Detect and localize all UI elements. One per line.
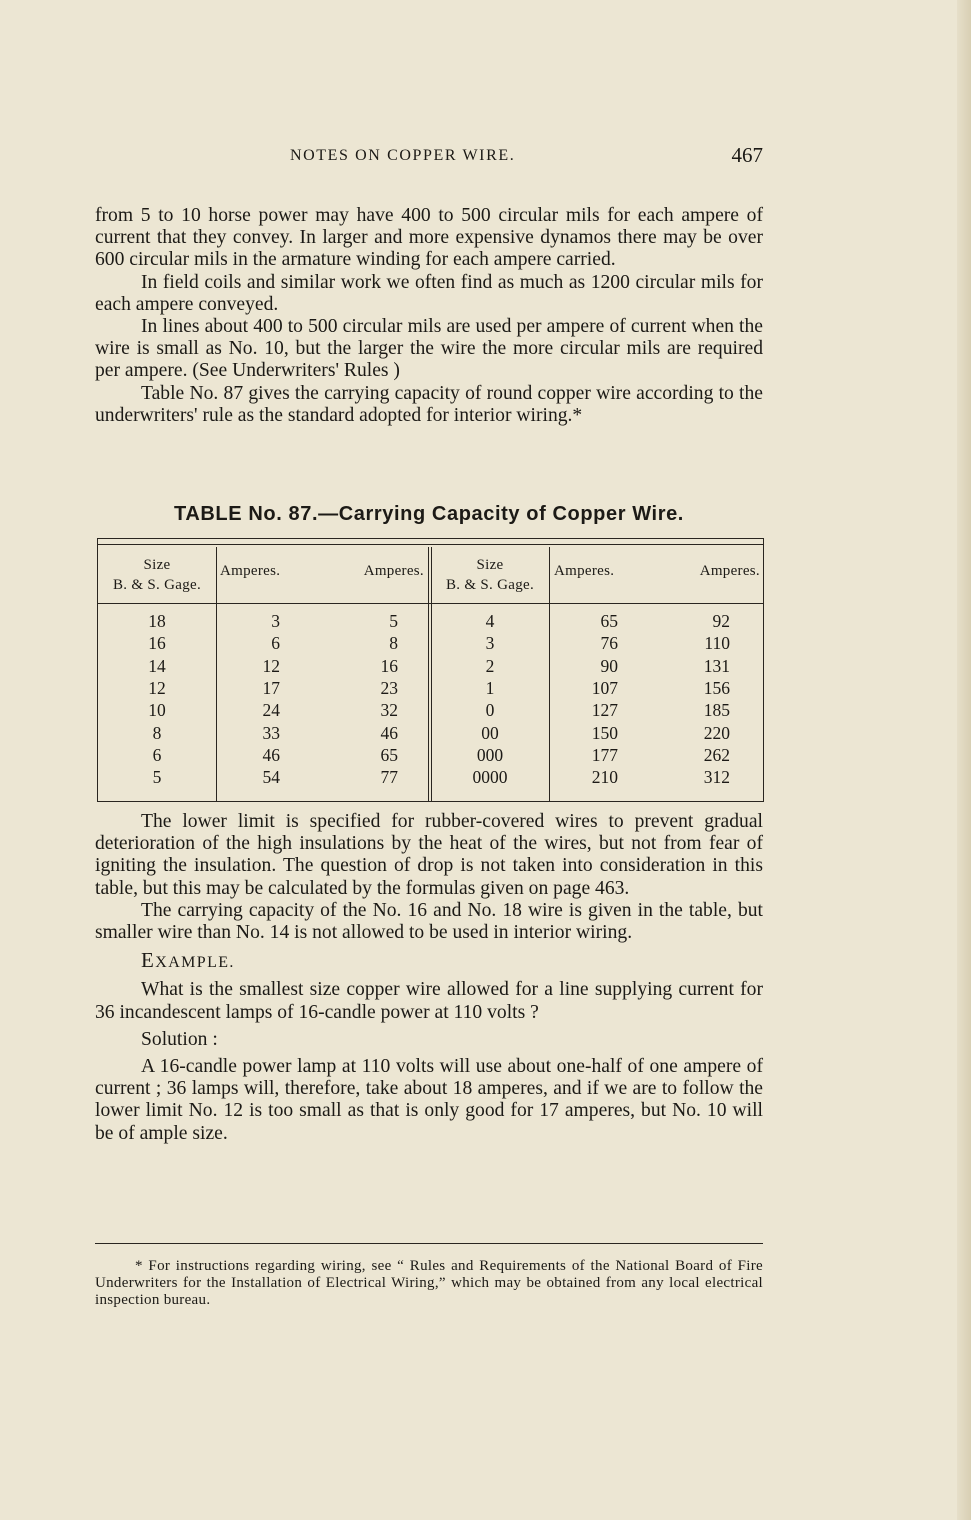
table-cell: 46 (262, 744, 280, 765)
body-text-bottom (95, 811, 763, 1145)
paragraph: The carrying capacity of the No. 16 and No. 18 wire is given in the table, but smaller wire than No. 14 is not allowed to be used in interior wiring. (95, 899, 763, 944)
paragraph: The lower limit is specified for rubber-covered wires to prevent gradual deterioration of the high insulations by the heat of the wires, but not from fear of igniting the insulation. The question of drop is not taken into consideration in this table, but this may be calculated by the formulas given on page 463. (95, 811, 763, 899)
table-cell: 54 (262, 767, 280, 788)
table-cell: 12 (148, 677, 166, 698)
table-cell: 5 (389, 611, 398, 631)
table-cell: 150 (591, 722, 618, 743)
column-divider (428, 547, 429, 801)
header-amperes-2: Amperes. (363, 563, 424, 579)
body-text-top (95, 205, 763, 427)
table-cell: 23 (380, 677, 398, 698)
table-cell: 10 (148, 700, 166, 721)
table-cell: 127 (591, 700, 618, 721)
table-cell: 8 (389, 633, 398, 654)
header-amperes-1: Amperes. (220, 563, 281, 579)
table-cell: 24 (262, 700, 280, 721)
table-cell: 18 (148, 611, 166, 631)
header-size-right: Size B. & S. Gage. (445, 557, 535, 593)
table-cell: 16 (380, 655, 398, 676)
table-cell: 156 (703, 677, 730, 698)
table-cell: 000 (476, 744, 504, 765)
header-rule (98, 603, 763, 604)
table-cell: 33 (262, 722, 280, 743)
running-title: NOTES ON COPPER WIRE. (290, 147, 516, 164)
table-cell: 6 (152, 744, 162, 765)
table-cell: 5 (152, 767, 162, 788)
footnote (95, 1258, 763, 1308)
table-cell: 131 (703, 655, 730, 676)
paragraph: Table No. 87 gives the carrying capacity of round copper wire according to the underwriters' rule as the standard adopted for interior wiring.* (95, 382, 763, 426)
table-cell: 0000 (472, 767, 508, 788)
solution-label: Solution : (141, 1028, 218, 1050)
table-cell: 185 (703, 700, 730, 721)
table-cell: 110 (704, 633, 730, 654)
table-cell: 1 (485, 677, 495, 698)
table-cell: 76 (600, 633, 618, 654)
table-cell: 46 (380, 722, 398, 743)
running-header (95, 143, 763, 171)
table-top-rule (98, 544, 763, 545)
table-cell: 312 (703, 767, 730, 788)
table-cell: 6 (271, 633, 280, 654)
table-cell: 32 (380, 700, 398, 721)
example-heading (95, 949, 763, 974)
table-cell: 65 (600, 611, 618, 631)
table-cell: 262 (703, 744, 730, 765)
table-cell: 14 (148, 655, 166, 676)
table-cell: 4 (485, 611, 495, 631)
footnote-text: * For instructions regarding wiring, see “ Rules and Requirements of the National Board of Fire Underwriters for the Installation of Electrical Wiring,” which may be obtained from any local electrical inspection bureau. (95, 1258, 763, 1308)
header-amperes-3: Amperes. (554, 563, 615, 579)
page-edge (957, 0, 971, 1520)
table-cell: 210 (591, 767, 618, 788)
table-cell: 177 (591, 744, 618, 765)
wire-capacity-table (97, 538, 764, 802)
table-cell: 2 (485, 655, 495, 676)
header-amperes-4: Amperes. (699, 563, 760, 579)
table-cell: 77 (380, 767, 398, 788)
table-cell: 17 (262, 677, 280, 698)
paragraph: In lines about 400 to 500 circular mils are used per ampere of current when the wire is small as No. 10, but the larger the wire the more circular mils are required per ampere. (See Underwriters' Rules ) (95, 316, 763, 382)
example-heading-initial: E (141, 948, 156, 973)
header-size-left: Size B. & S. Gage. (112, 557, 202, 593)
table-cell: 16 (148, 633, 166, 654)
paragraph: In field coils and similar work we often find as much as 1200 circular mils for each ampere conveyed. (95, 271, 763, 315)
example-question: What is the smallest size copper wire allowed for a line supplying current for 36 incandescent lamps of 16-candle power at 110 volts ? (95, 979, 763, 1023)
footnote-rule (95, 1243, 763, 1244)
table-cell: 12 (262, 655, 280, 676)
table-cell: 220 (703, 722, 730, 743)
example-heading-rest: XAMPLE. (155, 954, 235, 972)
paragraph: from 5 to 10 horse power may have 400 to 500 circular mils for each ampere of current that they convey. In larger and more expensive dynamos there may be over 600 circular mils in the armature winding for each ampere carried. (95, 205, 763, 271)
solution-text: A 16-candle power lamp at 110 volts will use about one-half of one ampere of current ; 36 lamps will, therefore, take about 18 amperes, and if we are to follow the lower limit No. 12 is too small as that is only good for 17 amperes, but No. 10 will be of ample size. (95, 1056, 763, 1144)
table-cell: 00 (481, 722, 499, 743)
table-cell: 92 (712, 611, 730, 631)
table-cell: 3 (271, 611, 280, 631)
table-cell: 107 (591, 677, 618, 698)
table-title: TABLE No. 87.—Carrying Capacity of Copper Wire. (174, 503, 684, 525)
page-number: 467 (731, 143, 763, 167)
table-cell: 3 (485, 633, 495, 654)
table-cell: 0 (485, 700, 495, 721)
table-cell: 8 (152, 722, 162, 743)
table-cell: 90 (600, 655, 618, 676)
table-cell: 65 (380, 744, 398, 765)
